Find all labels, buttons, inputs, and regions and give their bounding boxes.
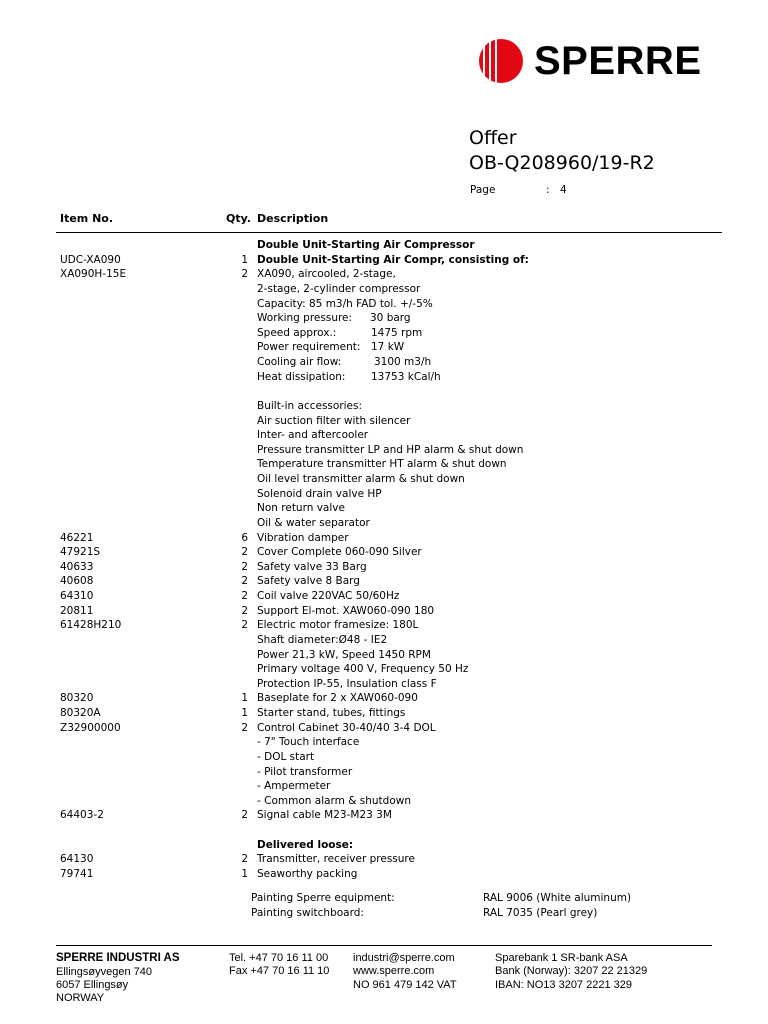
item-spec-value: 13753 kCal/h	[371, 370, 441, 383]
table-row	[0, 574, 768, 589]
item-spec-value: 1475 rpm	[371, 326, 423, 339]
header-divider	[56, 232, 722, 233]
table-row	[0, 443, 768, 458]
table-row	[0, 487, 768, 502]
table-row	[0, 794, 768, 809]
item-spec-value: 17 kW	[371, 341, 405, 354]
offer-title: Offer	[469, 127, 517, 149]
item-description: Primary voltage 400 V, Frequency 50 Hz	[257, 663, 469, 676]
item-number: Z32900000	[60, 721, 121, 734]
table-row	[0, 560, 768, 575]
item-quantity: 2	[241, 546, 248, 559]
footer-address-street: Ellingsøyvegen 740	[56, 966, 153, 978]
item-description: Delivered loose:	[257, 838, 354, 851]
table-row	[0, 808, 768, 823]
item-quantity: 2	[241, 560, 248, 573]
page-label: Page	[470, 184, 496, 196]
item-description: Double Unit-Starting Air Compressor	[257, 239, 475, 251]
item-description: Power 21,3 kW, Speed 1450 RPM	[257, 648, 431, 661]
item-description: Heat dissipation:	[257, 370, 346, 383]
item-quantity: 2	[241, 575, 248, 588]
item-description: Baseplate for 2 x XAW060-090	[257, 692, 418, 705]
item-table	[0, 238, 768, 882]
table-row	[0, 253, 768, 268]
item-number: 46221	[60, 531, 94, 544]
item-description: Temperature transmitter HT alarm & shut down	[257, 458, 507, 471]
item-number: 80320A	[60, 707, 101, 719]
item-quantity: 2	[241, 268, 248, 281]
item-description: Coil valve 220VAC 50/60Hz	[257, 590, 400, 602]
sperre-logo-icon	[478, 38, 524, 84]
item-spec-value: 30 barg	[370, 312, 411, 325]
item-quantity: 2	[241, 809, 248, 822]
page-number: 4	[560, 184, 567, 196]
item-description: Inter- and aftercooler	[257, 429, 369, 442]
item-description: Solenoid drain valve HP	[257, 487, 382, 500]
table-row	[0, 457, 768, 472]
table-row	[0, 838, 768, 853]
item-description: Working pressure:	[257, 312, 353, 325]
table-row	[0, 501, 768, 516]
column-header-item: Item No.	[60, 212, 114, 225]
table-row	[0, 662, 768, 677]
painting-switchboard-label: Painting switchboard:	[251, 907, 364, 919]
item-description: - DOL start	[257, 750, 315, 763]
item-description: XA090, aircooled, 2-stage,	[257, 268, 396, 281]
table-row	[0, 691, 768, 706]
item-description: Safety valve 8 Barg	[257, 575, 360, 588]
item-description: Non return valve	[257, 502, 345, 515]
item-description: Speed approx.:	[257, 326, 337, 339]
table-row	[0, 706, 768, 721]
item-description: - Pilot transformer	[257, 765, 353, 778]
item-description: Capacity: 85 m3/h FAD tol. +/-5%	[257, 297, 433, 310]
table-row	[0, 297, 768, 312]
item-description: Built-in accessories:	[257, 399, 363, 412]
item-number: 47921S	[60, 546, 101, 559]
footer-company: SPERRE INDUSTRI AS	[56, 952, 180, 964]
item-description: Vibration damper	[257, 531, 349, 544]
item-description: Electric motor framesize: 180L	[257, 619, 419, 632]
item-number: 40608	[60, 575, 94, 588]
table-row	[0, 648, 768, 663]
painting-equipment-value: RAL 9006 (White aluminum)	[483, 892, 632, 904]
offer-number: OB-Q208960/19-R2	[469, 152, 655, 174]
footer-address-city: 6057 Ellingsøy	[56, 979, 129, 991]
item-quantity: 1	[241, 707, 248, 719]
item-number: 61428H210	[60, 619, 122, 632]
item-quantity: 2	[241, 619, 248, 632]
item-quantity: 2	[241, 721, 248, 734]
item-quantity: 2	[241, 590, 248, 602]
item-description: Support El-mot. XAW060-090 180	[257, 604, 435, 617]
column-header-description: Description	[257, 212, 329, 225]
item-description: Seaworthy packing	[257, 867, 358, 880]
logo-wordmark: SPERRE	[534, 39, 702, 83]
table-row	[0, 589, 768, 604]
table-row	[0, 531, 768, 546]
item-quantity: 2	[241, 853, 248, 866]
table-row	[0, 370, 768, 385]
table-row	[0, 428, 768, 443]
item-description: Signal cable M23-M23 3M	[257, 809, 392, 822]
item-number: 40633	[60, 560, 94, 573]
footer-fax: Fax +47 70 16 11 10	[229, 965, 330, 977]
painting-switchboard-value: RAL 7035 (Pearl grey)	[483, 907, 598, 919]
item-description: Pressure transmitter LP and HP alarm & shut down	[257, 443, 524, 456]
item-number: 79741	[60, 867, 94, 880]
table-row	[0, 399, 768, 414]
table-row	[0, 340, 768, 355]
item-quantity: 1	[241, 692, 248, 705]
table-row	[0, 852, 768, 867]
column-header-qty: Qty.	[226, 212, 251, 225]
item-quantity: 6	[241, 531, 248, 544]
item-description: Double Unit-Starting Air Compr, consisting of:	[257, 253, 529, 266]
item-number: 20811	[60, 604, 94, 617]
table-row	[0, 677, 768, 692]
table-row	[0, 516, 768, 531]
item-description: - Common alarm & shutdown	[257, 794, 411, 807]
item-description: Control Cabinet 30-40/40 3-4 DOL	[257, 721, 436, 734]
item-quantity: 1	[241, 867, 248, 880]
table-row	[0, 779, 768, 794]
item-description: Shaft diameter:Ø48 - IE2	[257, 633, 388, 646]
table-row	[0, 604, 768, 619]
table-row	[0, 545, 768, 560]
item-description: Air suction filter with silencer	[257, 414, 411, 427]
table-row	[0, 750, 768, 765]
footer-phone: Tel. +47 70 16 11 00	[229, 952, 329, 964]
item-description: Transmitter, receiver pressure	[257, 853, 415, 866]
item-spec-value: 3100 m3/h	[374, 356, 432, 368]
footer-address-country: NORWAY	[56, 992, 105, 1004]
item-description: Power requirement:	[257, 341, 361, 354]
item-description: Oil level transmitter alarm & shut down	[257, 473, 465, 485]
table-row	[0, 282, 768, 297]
table-row	[0, 721, 768, 736]
item-description: Safety valve 33 Barg	[257, 560, 367, 573]
item-description: Cover Complete 060-090 Silver	[257, 546, 422, 559]
table-row	[0, 414, 768, 429]
footer-website[interactable]: www.sperre.com	[353, 965, 435, 977]
item-description: Starter stand, tubes, fittings	[257, 707, 406, 719]
table-row	[0, 823, 768, 838]
table-row	[0, 765, 768, 780]
table-row	[0, 311, 768, 326]
item-quantity: 1	[241, 253, 248, 266]
item-number: 64130	[60, 853, 94, 866]
table-row	[0, 618, 768, 633]
footer-bank-account: Bank (Norway): 3207 22 21329	[495, 965, 648, 977]
item-description: - Ampermeter	[257, 780, 331, 793]
footer-bank-name: Sparebank 1 SR-bank ASA	[495, 952, 628, 964]
item-description: 2-stage, 2-cylinder compressor	[257, 282, 421, 295]
table-row	[0, 326, 768, 341]
page-separator: :	[546, 184, 550, 196]
item-number: UDC-XA090	[60, 253, 121, 266]
painting-equipment-label: Painting Sperre equipment:	[251, 892, 395, 904]
item-quantity: 2	[241, 604, 248, 617]
table-row	[0, 735, 768, 750]
item-description: Oil & water separator	[257, 516, 370, 529]
item-description: - 7" Touch interface	[257, 736, 360, 749]
table-row	[0, 355, 768, 370]
footer-vat: NO 961 479 142 VAT	[353, 979, 457, 991]
table-row	[0, 633, 768, 648]
item-number: 64310	[60, 590, 94, 602]
item-number: XA090H-15E	[60, 268, 127, 281]
item-number: 64403-2	[60, 809, 104, 822]
footer-divider	[56, 945, 712, 946]
item-description: Protection IP-55, Insulation class F	[257, 677, 437, 690]
footer-iban: IBAN: NO13 3207 2221 329	[495, 979, 632, 991]
table-row	[0, 867, 768, 882]
item-description: Cooling air flow:	[257, 356, 342, 368]
table-row	[0, 384, 768, 399]
table-row	[0, 267, 768, 282]
item-number: 80320	[60, 692, 94, 705]
footer-email[interactable]: industri@sperre.com	[353, 952, 455, 964]
table-row	[0, 238, 768, 253]
table-row	[0, 472, 768, 487]
